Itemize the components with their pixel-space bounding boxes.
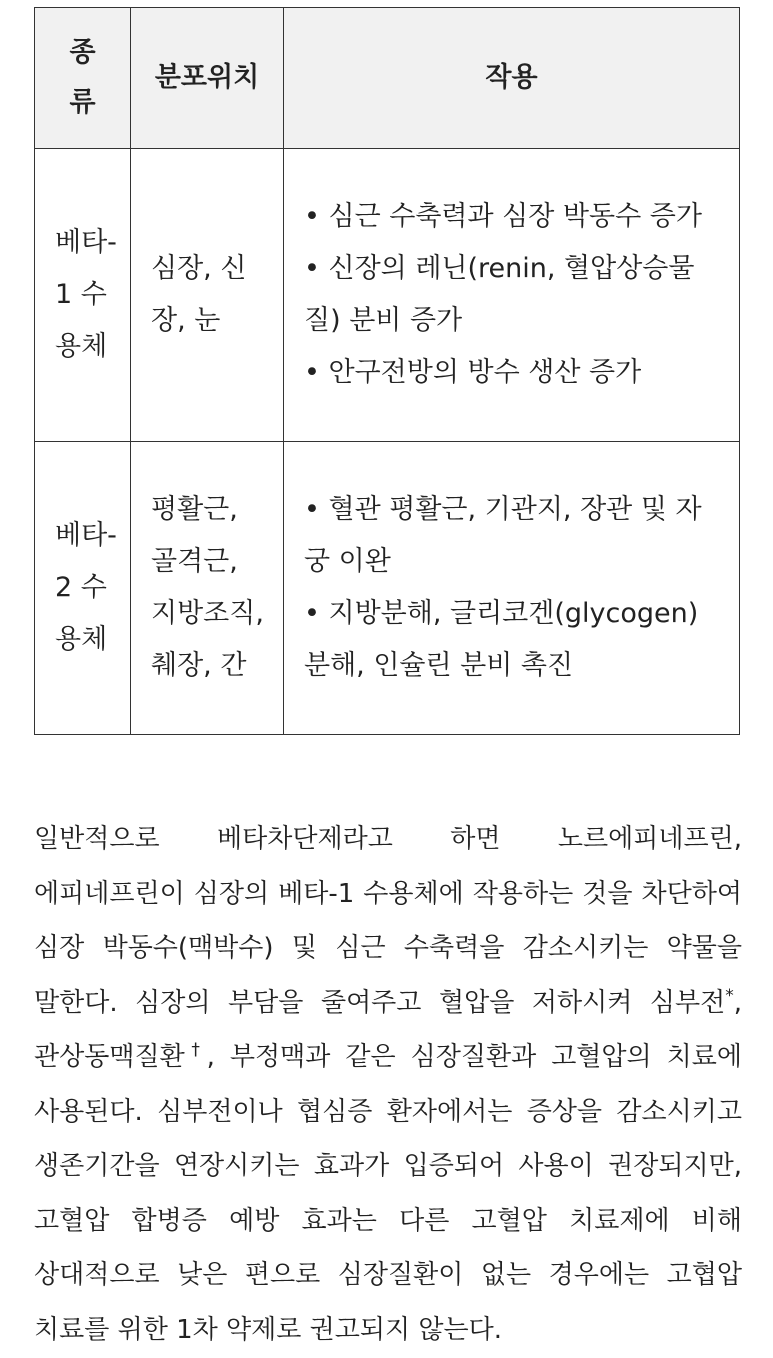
cell-location: 심장, 신장, 눈	[131, 149, 284, 442]
cell-actions	[284, 149, 740, 442]
table-row-beta1	[35, 149, 740, 442]
paragraph-text: 일반적으로 베타차단제라고 하면 노르에피네프린, 에피네프린이 심장의 베타-1 수용체에 작용하는 것을 차단하여 심장 박동수(맥박수) 및 심근 수축력을 감소시키는 약물을 말한다. 심장의 부담을 줄여주고 혈압을 저하시켜 심부전	[34, 824, 742, 1018]
action-item: • 혈관 평활근, 기관지, 장관 및 자궁 이완	[304, 494, 702, 577]
header-action: 작용	[284, 8, 740, 149]
cell-actions	[284, 442, 740, 735]
beta-receptor-table	[34, 7, 740, 735]
cell-location: 평활근, 골격근, 지방조직, 췌장, 간	[131, 442, 284, 735]
action-item: • 지방분해, 글리코겐(glycogen) 분해, 인슐린 분비 촉진	[304, 598, 699, 681]
action-item: • 신장의 레닌(renin, 혈압상승물질) 분비 증가	[304, 253, 695, 336]
footnote-mark-dagger: †	[184, 1040, 207, 1060]
paragraph-text: , 관상동맥질환	[34, 987, 742, 1072]
action-item: • 안구전방의 방수 생산 증가	[304, 357, 642, 388]
table-header-row	[35, 8, 740, 149]
paragraph-text: , 부정맥과 같은 심장질환과 고혈압의 치료에 사용된다. 심부전이나 협심증 환자에서는 증상을 감소시키고 생존기간을 연장시키는 효과가 입증되어 사용이 권장되지만, 고혈압 합병증 예방 효과는 다른 고혈압 치료제에 비해 상대적으로 낮은 편으로 심장질환이 없는 경우에는 고협압 치료를 위한 1차 약제로 권고되지 않는다.	[34, 1042, 742, 1345]
body-paragraph	[34, 812, 742, 1357]
header-kind: 종류	[35, 8, 131, 149]
cell-kind: 베타-2 수용체	[35, 442, 131, 735]
header-location: 분포위치	[131, 8, 284, 149]
action-item: • 심근 수축력과 심장 박동수 증가	[304, 201, 702, 232]
cell-kind: 베타-1 수용체	[35, 149, 131, 442]
table-row-beta2	[35, 442, 740, 735]
footnote-mark-asterisk: *	[725, 985, 734, 1006]
